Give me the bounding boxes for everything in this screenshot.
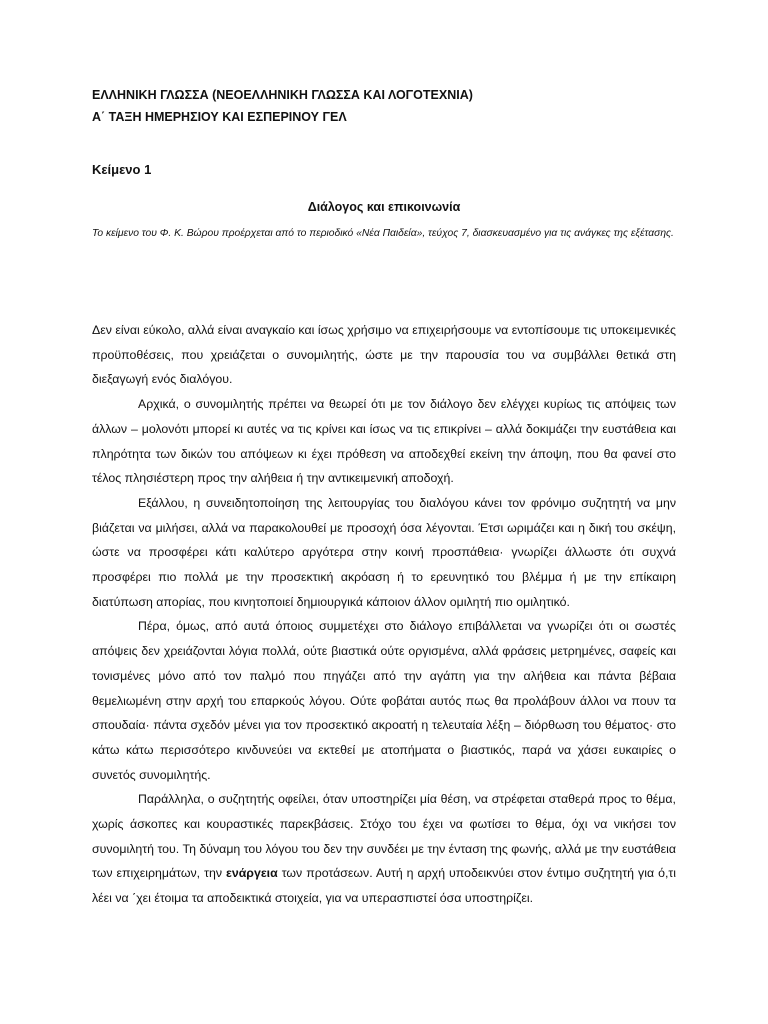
paragraph-last <box>92 787 676 911</box>
paragraph-text: των προτάσεων. Αυτή η αρχή υποδεικνύει στον έντιμο συζητητή για ό,τι λέει να ΄χει έτοιμα τα αποδεικτικά στοιχεία, για να υπερασπιστεί όσα υποστηρίζει. <box>92 866 676 906</box>
text-label: Κείμενο 1 <box>92 162 152 177</box>
subject-heading: ΕΛΛΗΝΙΚΗ ΓΛΩΣΣΑ (ΝΕΟΕΛΛΗΝΙΚΗ ΓΛΩΣΣΑ ΚΑΙ ΛΟΓΟΤΕΧΝΙΑ) <box>92 88 473 102</box>
class-heading: Α΄ ΤΑΞΗ ΗΜΕΡΗΣΙΟΥ ΚΑΙ ΕΣΠΕΡΙΝΟΥ ΓΕΛ <box>92 110 347 124</box>
paragraph: Εξάλλου, η συνειδητοποίηση της λειτουργίας του διαλόγου κάνει τον φρόνιμο συζητητή να μην βιάζεται να μιλήσει, αλλά να παρακολουθεί με προσοχή όσα λέγονται. Έτσι ωριμάζει και η δική του σκέψη, ώστε να προσφέρει κάτι καλύτερο αργότερα στην κοινή προσπάθεια· γνωρίζει άλλωστε ότι συχνά προσφέρει πιο πολλά με την προσεκτική ακρόαση ή το ερευνητικό του βλέμμα ή με την επίκαιρη διατύπωση απορίας, που κινητοποιεί δημιουργικά κάποιον άλλον ομιλητή πιο ομιλητικό. <box>92 495 676 609</box>
paragraph: Αρχικά, ο συνομιλητής πρέπει να θεωρεί ότι με τον διάλογο δεν ελέγχει κυρίως τις απόψεις των άλλων – μολονότι μπορεί κι αυτές να τις κρίνει και ίσως να τις επικρίνει – αλλά δοκιμάζει την ευστάθεια και πληρότητα των δικών του απόψεων κι έχει πρόθεση να αποδεχθεί εκείνη την άποψη, που θα φανεί στο τέλος πλησιέστερη προς την αλήθεια ή την αντικειμενική αποδοχή. <box>92 397 676 486</box>
article-body <box>92 318 676 911</box>
paragraph: Πέρα, όμως, από αυτά όποιος συμμετέχει στο διάλογο επιβάλλεται να γνωρίζει ότι οι σωστές απόψεις δεν χρειάζονται λόγια πολλά, ούτε βιαστικά ούτε οργισμένα, αλλά φράσεις μετρημένες, σαφείς και τονισμένες μόνο από τον παλμό που πηγάζει από την αγάπη για την αλήθεια και πάντα βέβαια θεμελιωμένη στην αρχή του επαρκούς λόγου. Ούτε φοβάται αυτός πως θα προλάβουν άλλοι να πουν τα σπουδαία· πάντα σχεδόν μένει για τον προσεκτικό ακροατή η τελευταία λέξη – διόρθωση του θέματος· στο κάτω κάτω περισσότερο κινδυνεύει να εκτεθεί με ατοπήματα ο βιαστικός, παρά να χάσει ευκαιρίες ο συνετός συνομιλητής. <box>92 619 676 782</box>
bold-term: ενάργεια <box>226 866 278 881</box>
source-note: Το κείμενο του Φ. Κ. Βώρου προέρχεται από το περιοδικό «Νέα Παιδεία», τεύχος 7, διασκευασμένο για τις ανάγκες της εξέτασης. <box>92 228 674 239</box>
paragraph: Δεν είναι εύκολο, αλλά είναι αναγκαίο και ίσως χρήσιμο να επιχειρήσουμε να εντοπίσουμε τις υποκειμενικές προϋποθέσεις, που χρειάζεται ο συνομιλητής, ώστε με την παρουσία του να συμβάλλει θετικά στη διεξαγωγή ενός διαλόγου. <box>92 323 676 387</box>
paragraph-text: Παράλληλα, ο συζητητής οφείλει, όταν υποστηρίζει μία θέση, να στρέφεται σταθερά προς το θέμα, χωρίς άσκοπες και κουραστικές παρεκβάσεις. Στόχο του έχει να φωτίσει το θέμα, όχι να νικήσει τον συνομιλητή του. Τη δύναμη του λόγου του δεν την συνδέει με την ένταση της φωνής, αλλά με την ευστάθεια των επιχειρημάτων, την <box>92 792 676 881</box>
article-title: Διάλογος και επικοινωνία <box>307 200 461 214</box>
